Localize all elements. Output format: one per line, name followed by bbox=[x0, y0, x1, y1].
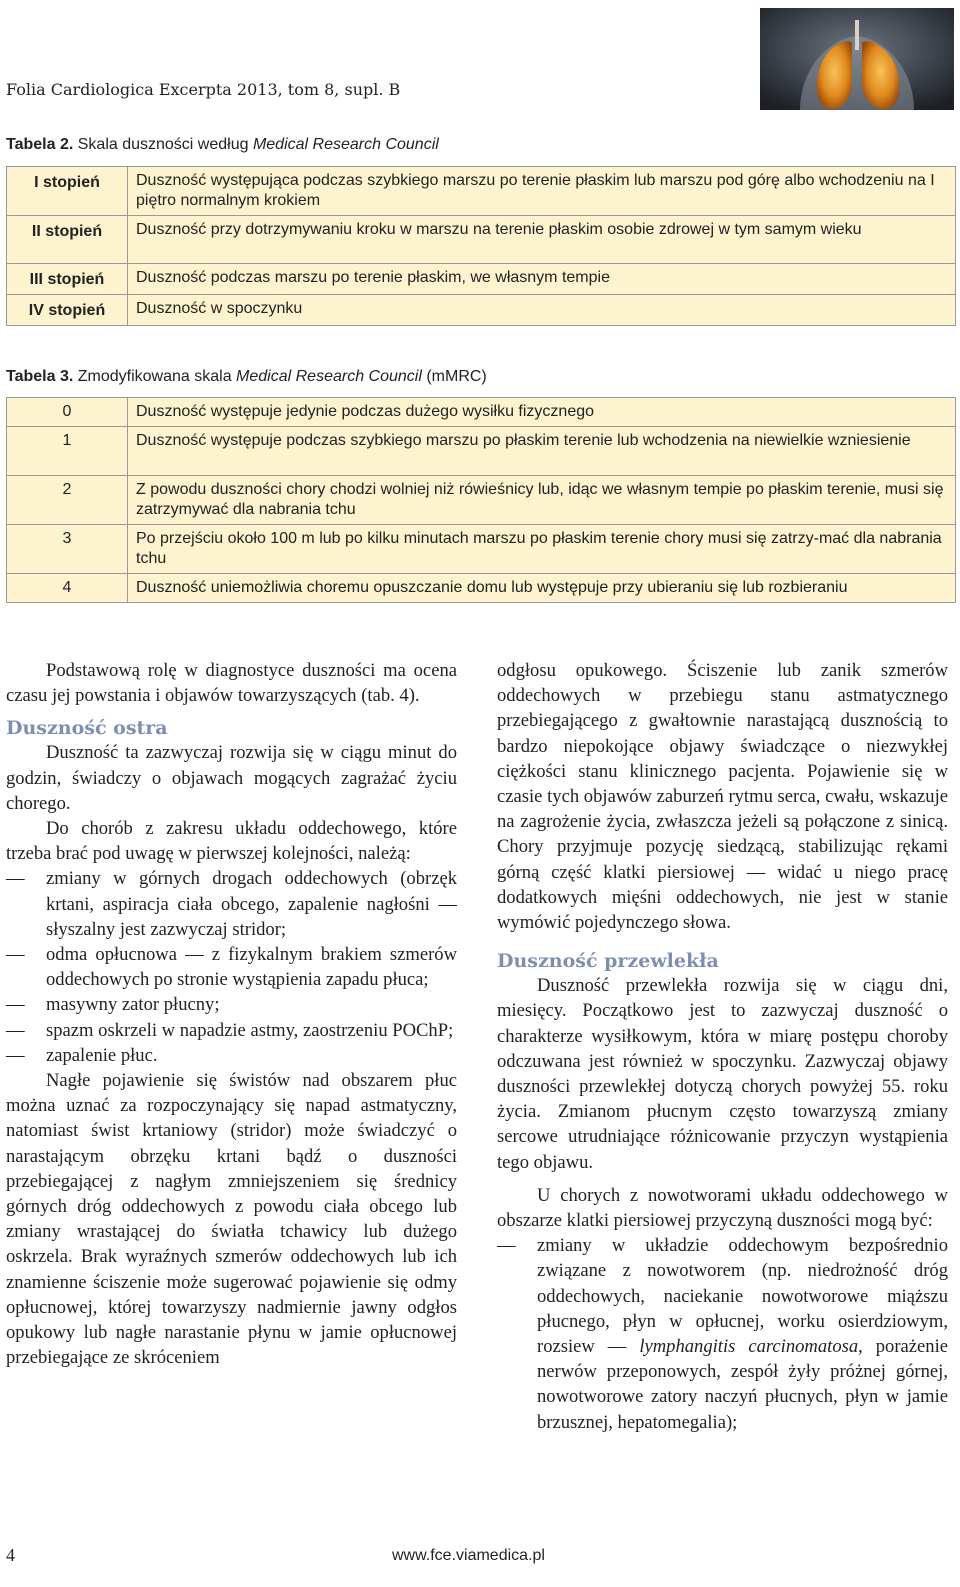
grade-cell: 3 bbox=[7, 525, 128, 574]
table-row bbox=[7, 476, 956, 525]
list-item bbox=[6, 1043, 457, 1068]
right-text-column bbox=[497, 658, 948, 1435]
description-cell: Duszność w spoczynku bbox=[128, 295, 956, 326]
table-row bbox=[7, 216, 956, 264]
table3-caption-suffix: (mMRC) bbox=[421, 368, 487, 385]
list-item bbox=[6, 992, 457, 1017]
table2-caption-text: Skala duszności według bbox=[73, 136, 253, 153]
list-dash: — bbox=[6, 1019, 25, 1041]
list-dash: — bbox=[497, 1235, 516, 1257]
heading-chronic-dyspnea: Duszność przewlekła bbox=[497, 950, 719, 973]
description-cell: Duszność przy dotrzymywaniu kroku w marszu na terenie płaskim osobie zdrowej w tym samym wieku bbox=[128, 216, 956, 264]
mmrc-dyspnea-table bbox=[6, 397, 956, 603]
table-row bbox=[7, 427, 956, 476]
list-dash: — bbox=[6, 1044, 25, 1066]
acute-paragraph-1: Duszność ta zazwyczaj rozwija się w ciągu minut do godzin, świadczy o objawach mogących zagrażać życiu chorego. bbox=[6, 742, 457, 814]
list-item bbox=[497, 1233, 948, 1435]
table-row bbox=[7, 574, 956, 603]
table-row bbox=[7, 398, 956, 427]
chronic-paragraph-2: U chorych z nowotworami układu oddechowego w obszarze klatki piersiowej przyczyną duszności mogą być: bbox=[497, 1184, 948, 1232]
grade-cell: 1 bbox=[7, 427, 128, 476]
description-cell: Duszność występuje jedynie podczas dużego wysiłku fizycznego bbox=[128, 398, 956, 427]
list-dash: — bbox=[6, 868, 25, 890]
list-item-text: odma opłucnowa — z fizykalnym brakiem szmerów oddechowych po stronie wystąpienia zapadu płuca; bbox=[46, 944, 457, 991]
list-item-text: zmiany w górnych drogach oddechowych (obrzęk krtani, aspiracja ciała obcego, zapalenie nagłośni — słyszalny jest zazwyczaj stridor; bbox=[46, 868, 457, 940]
description-cell: Duszność występująca podczas szybkiego marszu po terenie płaskim lub marszu pod górę albo wchodzeniu na I piętro normalnym krokiem bbox=[128, 167, 956, 216]
table3-caption bbox=[6, 368, 487, 386]
table-row bbox=[7, 525, 956, 574]
respiratory-causes-list bbox=[6, 866, 457, 1068]
grade-cell: I stopień bbox=[7, 167, 128, 216]
list-dash: — bbox=[6, 944, 25, 966]
list-item-text-italic: lymphangitis carcinomatosa bbox=[639, 1336, 859, 1358]
description-cell: Duszność występuje podczas szybkiego marszu po płaskim terenie lub wchodzenia na niewielkie wzniesienie bbox=[128, 427, 956, 476]
footer-url: www.fce.viamedica.pl bbox=[392, 1547, 545, 1564]
table2-caption-italic: Medical Research Council bbox=[252, 136, 439, 153]
grade-cell: 0 bbox=[7, 398, 128, 427]
intro-paragraph: Podstawową rolę w diagnostyce duszności ma ocena czasu jej powstania i objawów towarzyszących (tab. 4). bbox=[6, 660, 457, 707]
cancer-causes-list bbox=[497, 1233, 948, 1435]
description-cell: Z powodu duszności chory chodzi wolniej niż rówieśnicy lub, idąc we własnym tempie po płaskim terenie, musi się zatrzymywać dla nabrania tchu bbox=[128, 476, 956, 525]
lungs-illustration bbox=[760, 8, 954, 110]
table2-caption-label: Tabela 2. bbox=[6, 136, 74, 153]
grade-cell: 2 bbox=[7, 476, 128, 525]
list-item-text-before: zmiany w układzie oddechowym bezpośrednio związane z nowotworem (np. niedrożność dróg oddechowych, naciekanie nowotworowe miąższu płucnego, płyn w opłucnej, worku osierdziowym, rozsiew — bbox=[537, 1235, 948, 1358]
page-number: 4 bbox=[6, 1545, 15, 1565]
list-item bbox=[6, 942, 457, 992]
table-row bbox=[7, 264, 956, 295]
table2-caption bbox=[6, 136, 439, 154]
table-row bbox=[7, 295, 956, 326]
list-dash: — bbox=[6, 994, 25, 1016]
list-item bbox=[6, 1018, 457, 1043]
grade-cell: IV stopień bbox=[7, 295, 128, 326]
acute-paragraph-2: Do chorób z zakresu układu oddechowego, które trzeba brać pod uwagę w pierwszej kolejności, należą: bbox=[6, 818, 457, 865]
description-cell: Duszność uniemożliwia choremu opuszczanie domu lub występuje przy ubieraniu się lub rozbieraniu bbox=[128, 574, 956, 603]
mrc-dyspnea-table bbox=[6, 166, 956, 326]
list-item-text-after: , porażenie nerwów przeponowych, zespół żyły próżnej górnej, nowotworowe zatory naczyń płucnych, płyn w jamie brzusznej, hepatomegalia); bbox=[537, 1336, 949, 1433]
table3-caption-text: Zmodyfikowana skala bbox=[73, 368, 237, 385]
grade-cell: II stopień bbox=[7, 216, 128, 264]
grade-cell: III stopień bbox=[7, 264, 128, 295]
table3-caption-italic: Medical Research Council bbox=[236, 368, 422, 385]
continuation-paragraph: odgłosu opukowego. Ściszenie lub zanik szmerów oddechowych w przebiegu stanu astmatycznego przebiegającego z gwałtownie narastającą dusznością to bardzo niepokojące objawy świadczące o niezwykłej ciężkości stanu klinicznego pacjenta. Pojawienie się w czasie tych objawów zaburzeń rytmu serca, cwału, wskazuje na zagrożenie życia, zwłaszcza jeżeli są połączone z sinicą. Chory przyjmuje pozycję siedzącą, stabilizując rękami górną część klatki piersiowej — widać u niego pracę dodatkowych mięśni oddechowych, nie jest w stanie wymówić pojedynczego słowa. bbox=[497, 660, 948, 934]
left-text-column bbox=[6, 658, 457, 1370]
chronic-paragraph-1: Duszność przewlekła rozwija się w ciągu dni, miesięcy. Początkowo jest to zazwyczaj duszność o charakterze wysiłkowym, która w miarę postępu choroby odczuwana jest również w spoczynku. Zazwyczaj objawy duszności przewlekłej dotyczą chorych powyżej 55. roku życia. Zmianom płucnym często towarzyszą zmiany sercowe utrudniające różnicowanie przyczyn wystąpienia tego objawu. bbox=[497, 975, 948, 1173]
description-cell: Po przejściu około 100 m lub po kilku minutach marszu po płaskim terenie chory musi się zatrzy-mać dla nabrania tchu bbox=[128, 525, 956, 574]
table3-caption-label: Tabela 3. bbox=[6, 368, 74, 385]
list-item-text: spazm oskrzeli w napadzie astmy, zaostrzeniu POChP; bbox=[46, 1019, 454, 1041]
grade-cell: 4 bbox=[7, 574, 128, 603]
acute-paragraph-3: Nagłe pojawienie się świstów nad obszarem płuc można uznać za rozpoczynający się napad astmatyczny, natomiast świst krtaniowy (stridor) może świadczyć o narastającym obrzęku krtani bądź o duszności przebiegającej z nagłym zmniejszeniem się średnicy górnych dróg oddechowych z powodu ciała obcego lub zmiany wrastającej do światła tchawicy lub dużego oskrzela. Brak wyraźnych szmerów oddechowych lub ich znamienne ściszenie może sugerować pojawienie się odmy opłucnowej, której towarzyszy nadmiernie jawny odgłos opukowy lub nagłe narastanie płynu w jamie opłucnowej przebiegające ze skróceniem bbox=[6, 1070, 457, 1369]
table-row bbox=[7, 167, 956, 216]
heading-acute-dyspnea: Duszność ostra bbox=[6, 717, 168, 740]
list-item-text: masywny zator płucny; bbox=[46, 994, 220, 1016]
list-item bbox=[6, 866, 457, 942]
description-cell: Duszność podczas marszu po terenie płaskim, we własnym tempie bbox=[128, 264, 956, 295]
journal-header: Folia Cardiologica Excerpta 2013, tom 8, supl. B bbox=[6, 80, 401, 99]
list-item-text: zapalenie płuc. bbox=[46, 1044, 158, 1066]
